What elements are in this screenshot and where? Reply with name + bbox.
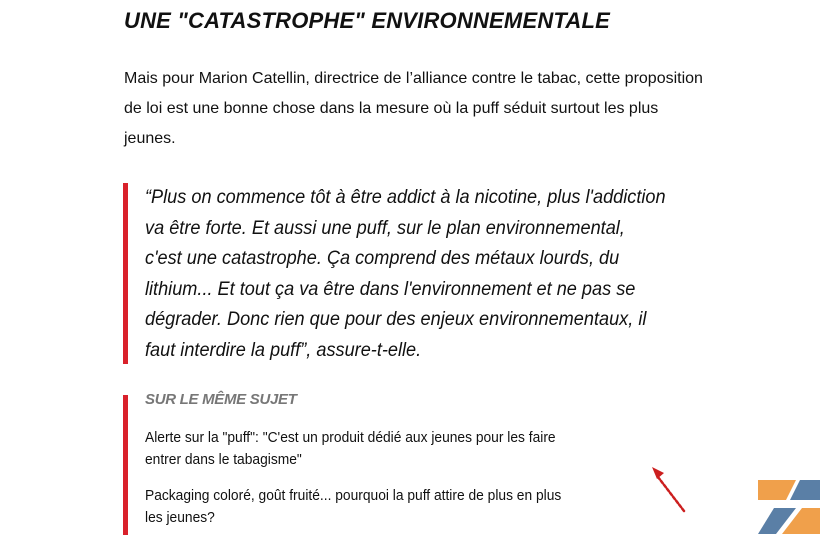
blockquote-text: “Plus on commence tôt à être addict à la nicotine, plus l'addiction va être forte. Et aussi une puff, sur le plan environnemental, c'est une catastrophe. Ça comprend des métaux lourds, du lithium... Et tout ça va être dans l'environnement et ne pas se dégrader. Donc rien que pour des enjeux environnementaux, il faut interdire la puff”, assure-t-elle. <box>145 186 666 361</box>
related-section-title: SUR LE MÊME SUJET <box>145 391 297 408</box>
related-article-link-2[interactable]: Packaging coloré, goût fruité... pourquoi la puff attire de plus en plus les jeunes? <box>145 487 562 526</box>
related-article-link-1[interactable]: Alerte sur la "puff": "C'est un produit dédié aux jeunes pour les faire entrer dans le tabagisme" <box>145 429 556 468</box>
section-heading: UNE "CATASTROPHE" ENVIRONNEMENTALE <box>124 8 611 33</box>
quote-accent-bar <box>123 183 128 364</box>
red-arrow-cursor-icon <box>648 463 690 515</box>
related-accent-bar <box>123 395 128 535</box>
intro-paragraph: Mais pour Marion Catellin, directrice de l’alliance contre le tabac, cette proposition de loi est une bonne chose dans la mesure où la puff séduit surtout les plus jeunes. <box>124 70 703 147</box>
site-logo-icon <box>756 478 822 536</box>
